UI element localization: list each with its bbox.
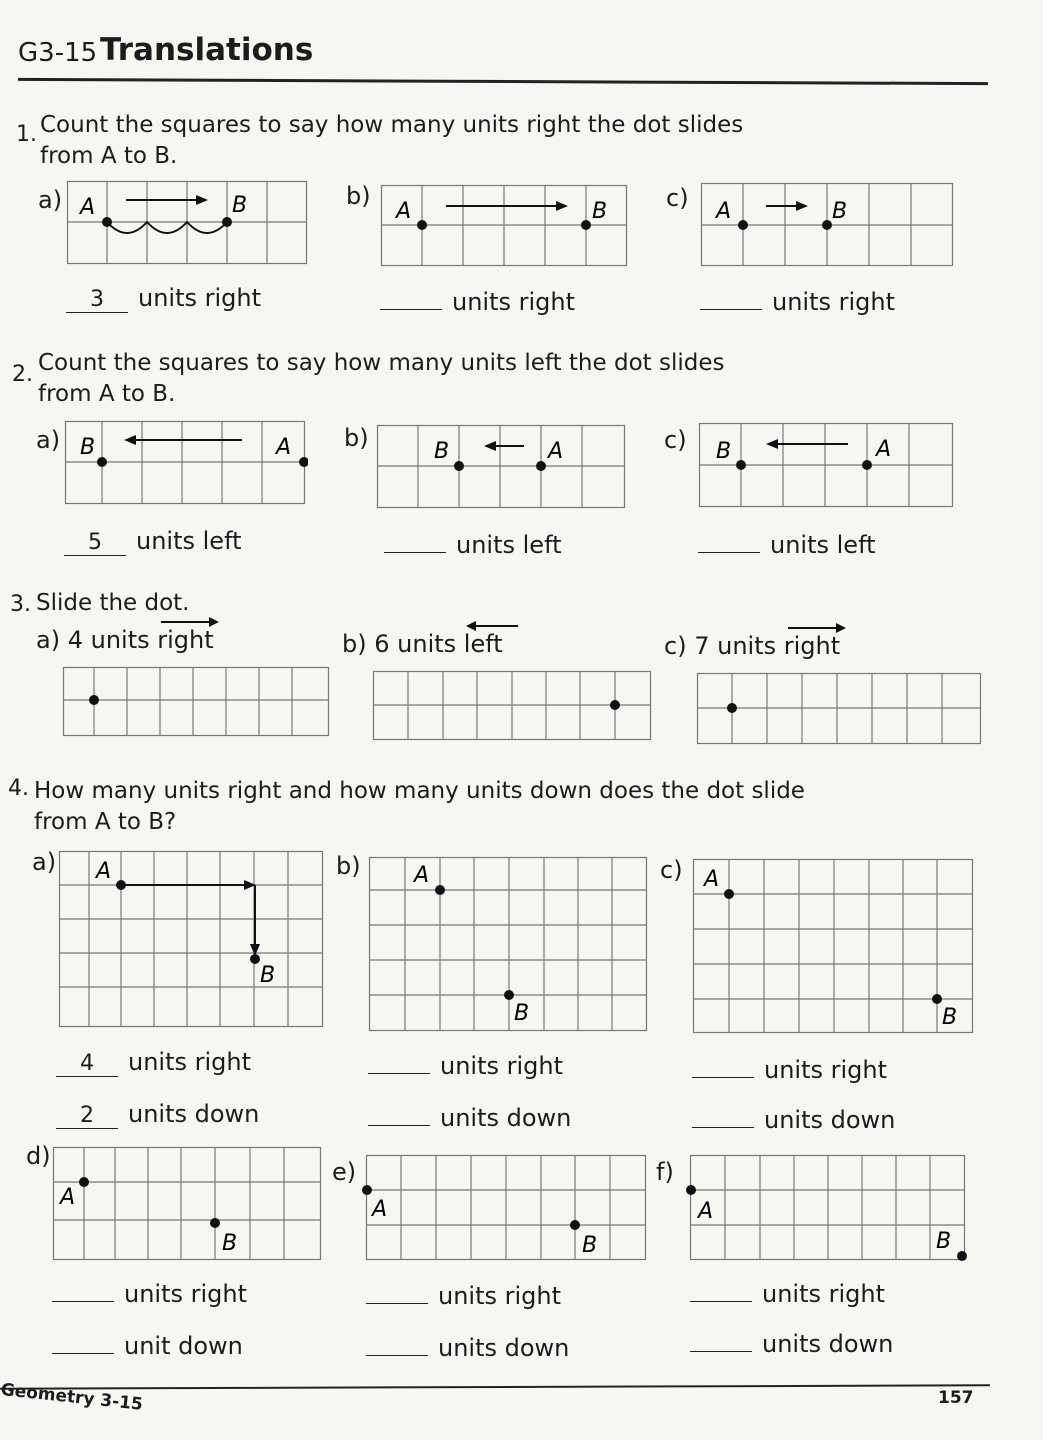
q1a-answer-blank[interactable]: 3: [66, 288, 128, 313]
q1a-answer-row: 3 units right: [66, 284, 261, 313]
q4c-down-blank[interactable]: [692, 1127, 754, 1128]
q4d-right-blank[interactable]: [52, 1301, 114, 1302]
right-arrow-icon: [159, 616, 221, 628]
q4c-point-a: A: [704, 867, 720, 892]
q1b-grid: [380, 184, 630, 270]
q4b-right-row: units right: [368, 1052, 563, 1080]
q2a-answer-row: 5 units left: [64, 527, 242, 556]
q4-number: 4.: [8, 776, 29, 801]
q4c-right-blank[interactable]: [692, 1077, 754, 1078]
q4b-down-row: units down: [368, 1104, 571, 1132]
q2c-point-b: B: [716, 439, 732, 464]
q4a-point-b: B: [260, 963, 276, 988]
q4b-grid: [368, 856, 650, 1034]
q4b-point-a: A: [414, 863, 430, 888]
q1c-answer-row: units right: [700, 288, 895, 316]
q2b-point-b: B: [434, 439, 450, 464]
q4e-right-blank[interactable]: [366, 1303, 428, 1304]
q1c-answer-blank[interactable]: [700, 309, 762, 310]
q1a-grid: [66, 180, 310, 270]
q4e-label: e): [332, 1158, 357, 1186]
q4f-label: f): [656, 1158, 674, 1186]
q3a-grid[interactable]: [62, 666, 332, 738]
q4d-point-a: A: [60, 1185, 76, 1210]
q3c-instruction: c) 7 units right: [664, 632, 840, 660]
q2a-point-a: A: [276, 435, 292, 460]
q1a-point-b: B: [232, 193, 248, 218]
q2-prompt: Count the squares to say how many units left the dot slides from A to B.: [38, 350, 725, 407]
q2c-answer-blank[interactable]: [698, 552, 760, 553]
q2b-answer-row: units left: [384, 531, 562, 559]
q1c-point-a: A: [716, 199, 732, 224]
q1c-label: c): [666, 184, 689, 212]
lesson-code: G3-15: [18, 38, 98, 68]
q3c-direction: right: [784, 632, 840, 660]
q4f-grid: [684, 1154, 970, 1266]
q4a-grid: [58, 850, 326, 1030]
q2c-answer-row: units left: [698, 531, 876, 559]
q4d-down-row: unit down: [52, 1332, 243, 1360]
q1a-label: a): [38, 186, 63, 214]
q3c-grid[interactable]: [696, 672, 984, 746]
q4e-down-blank[interactable]: [366, 1355, 428, 1356]
page-title: Translations: [100, 32, 314, 68]
q4c-right-row: units right: [692, 1056, 887, 1084]
q4d-right-row: units right: [52, 1280, 247, 1308]
q2c-point-a: A: [876, 437, 892, 462]
q4a-point-a: A: [96, 859, 112, 884]
q2-number: 2.: [12, 362, 33, 387]
q2a-point-b: B: [80, 435, 96, 460]
footer-section: Geometry 3-15: [0, 1380, 144, 1415]
footer-divider: [0, 1384, 990, 1389]
q2a-grid: [64, 420, 308, 508]
right-arrow-icon: [786, 622, 848, 634]
q3-number: 3.: [10, 592, 31, 617]
q4d-grid: [52, 1146, 324, 1264]
q2b-answer-blank[interactable]: [384, 552, 446, 553]
q4a-right-blank[interactable]: 4: [56, 1052, 118, 1077]
q4f-down-blank[interactable]: [690, 1351, 752, 1352]
q3-prompt: Slide the dot.: [36, 590, 190, 616]
q4a-down-blank[interactable]: 2: [56, 1104, 118, 1129]
q4d-point-b: B: [222, 1231, 238, 1256]
q4b-down-blank[interactable]: [368, 1125, 430, 1126]
q4c-grid: [692, 858, 976, 1036]
q4e-down-row: units down: [366, 1334, 569, 1362]
q4c-point-b: B: [942, 1005, 958, 1030]
q4a-right-row: 4 units right: [56, 1048, 251, 1077]
q4c-label: c): [660, 856, 683, 884]
q2a-answer-blank[interactable]: 5: [64, 531, 126, 556]
q4f-point-b: B: [936, 1229, 952, 1254]
q2b-point-a: A: [548, 439, 564, 464]
q1b-answer-row: units right: [380, 288, 575, 316]
q3b-instruction: b) 6 units left: [342, 630, 503, 658]
q2c-label: c): [664, 426, 687, 454]
q1b-label: b): [346, 182, 371, 210]
q1-prompt: Count the squares to say how many units right the dot slides from A to B.: [40, 112, 744, 169]
q4-prompt: How many units right and how many units down does the dot slide from A to B?: [34, 778, 805, 835]
left-arrow-icon: [464, 620, 520, 632]
q3a-instruction: a) 4 units right: [36, 626, 214, 654]
q4e-point-a: A: [372, 1197, 388, 1222]
q2c-grid: [698, 422, 956, 510]
q4d-label: d): [26, 1142, 51, 1170]
q4f-right-blank[interactable]: [690, 1301, 752, 1302]
q1b-point-b: B: [592, 199, 608, 224]
q4b-point-b: B: [514, 1001, 530, 1026]
q1-number: 1.: [16, 122, 37, 147]
q4a-down-row: 2 units down: [56, 1100, 259, 1129]
q1b-answer-blank[interactable]: [380, 309, 442, 310]
q4e-grid: [360, 1154, 650, 1264]
q4f-down-row: units down: [690, 1330, 893, 1358]
q1b-point-a: A: [396, 199, 412, 224]
q4a-label: a): [32, 848, 57, 876]
q4e-right-row: units right: [366, 1282, 561, 1310]
q2a-label: a): [36, 426, 61, 454]
q4f-right-row: units right: [690, 1280, 885, 1308]
q1c-grid: [700, 182, 956, 270]
q3b-grid[interactable]: [372, 670, 654, 742]
q3b-direction: left: [464, 630, 503, 658]
q4d-down-blank[interactable]: [52, 1353, 114, 1354]
q4b-label: b): [336, 852, 361, 880]
q4f-point-a: A: [698, 1199, 714, 1224]
q2b-grid: [376, 424, 628, 510]
q1a-point-a: A: [80, 195, 96, 220]
q4b-right-blank[interactable]: [368, 1073, 430, 1074]
q4c-down-row: units down: [692, 1106, 895, 1134]
q1c-point-b: B: [832, 199, 848, 224]
q4e-point-b: B: [582, 1233, 598, 1258]
q2b-label: b): [344, 424, 369, 452]
header-divider: [18, 78, 988, 85]
page-number: 157: [938, 1388, 974, 1408]
q3a-direction: right: [157, 626, 213, 654]
